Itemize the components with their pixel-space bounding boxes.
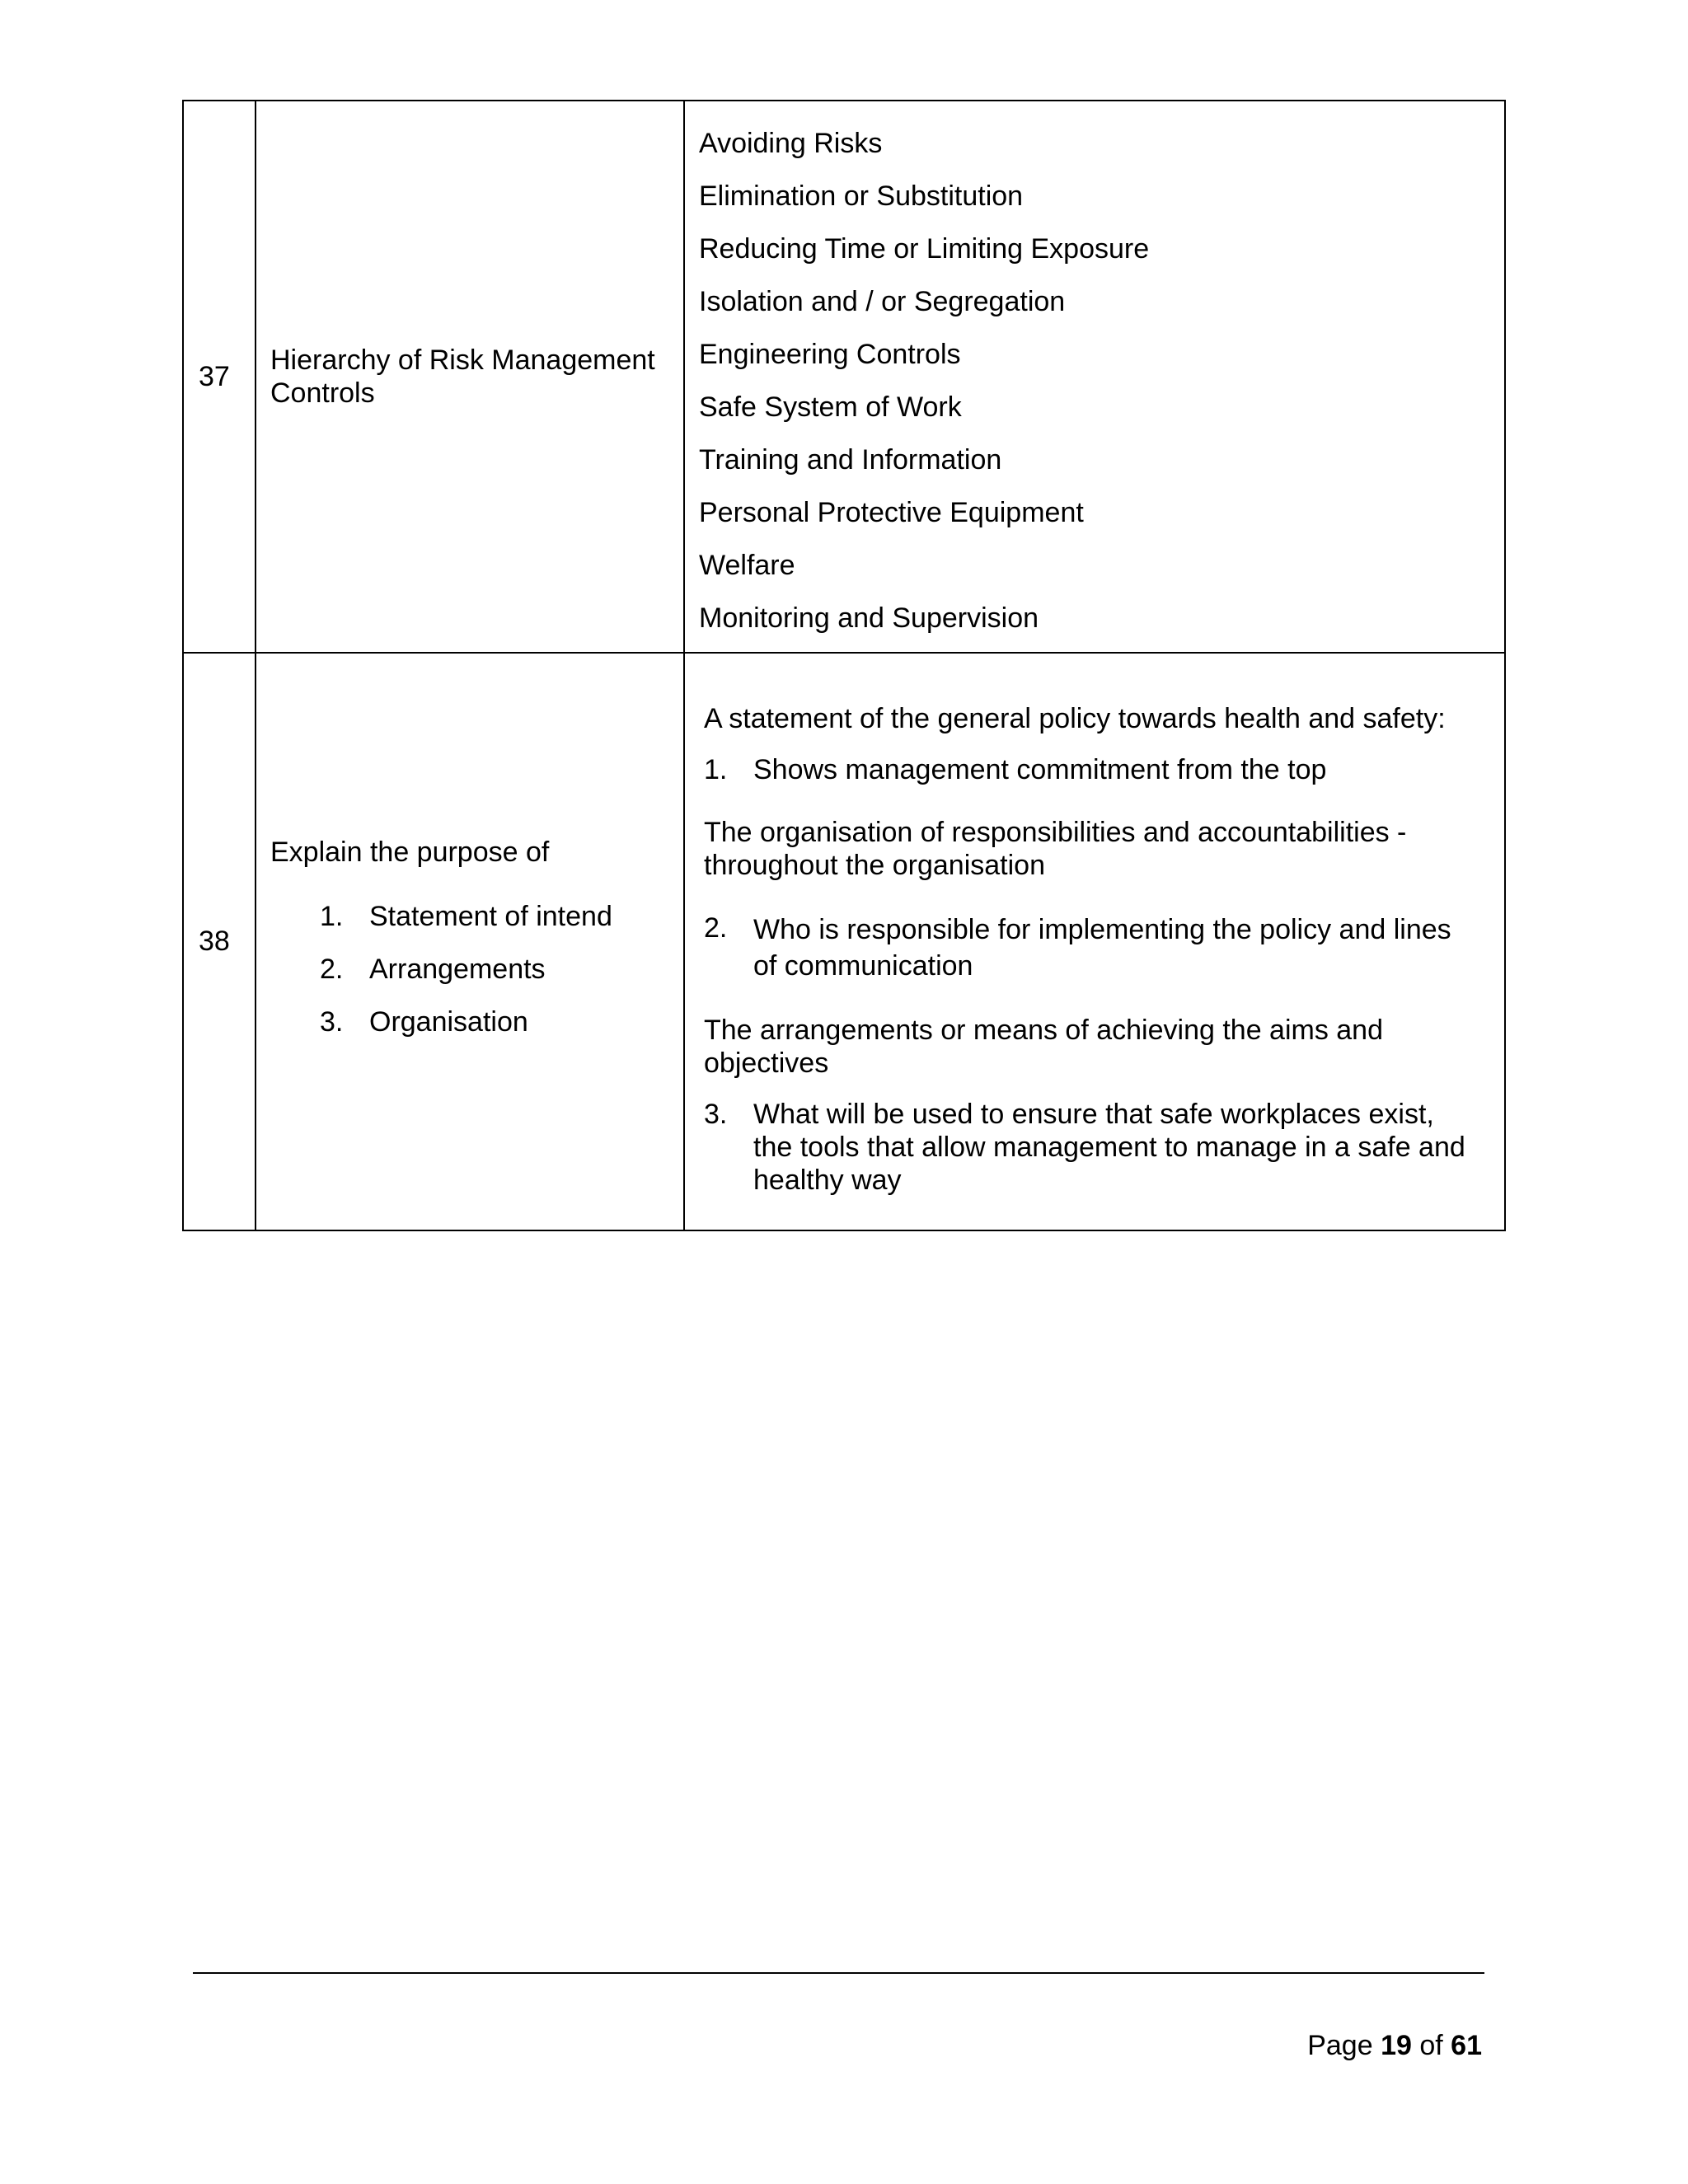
list-number: 3. bbox=[704, 1098, 728, 1130]
answer-item: Personal Protective Equipment bbox=[699, 497, 1084, 528]
list-number: 2. bbox=[320, 953, 344, 985]
page-total: 61 bbox=[1451, 2030, 1482, 2061]
answer-cell bbox=[684, 101, 1505, 653]
question-cell bbox=[256, 653, 684, 1230]
table-row bbox=[183, 653, 1505, 1230]
list-number: 2. bbox=[704, 912, 728, 944]
answer-list-item bbox=[704, 912, 1479, 984]
answer-item: Training and Information bbox=[699, 444, 1002, 476]
list-text: Organisation bbox=[369, 1005, 528, 1038]
answer-item: Avoiding Risks bbox=[699, 128, 883, 159]
row-number: 37 bbox=[183, 101, 256, 653]
answer-item: Reducing Time or Limiting Exposure bbox=[699, 233, 1150, 265]
answer-paragraph: The organisation of responsibilities and accountabilities - throughout the organisation bbox=[704, 816, 1407, 881]
list-text: Shows management commitment from the top bbox=[753, 753, 1327, 785]
question-list-item bbox=[270, 890, 683, 943]
qa-table bbox=[182, 100, 1506, 1231]
answer-cell bbox=[684, 653, 1505, 1230]
page-of-label: of bbox=[1419, 2030, 1443, 2061]
row-number: 38 bbox=[183, 653, 256, 1230]
question-cell: Hierarchy of Risk Management Controls bbox=[256, 101, 684, 653]
question-list-item bbox=[270, 996, 683, 1048]
list-text: Arrangements bbox=[369, 953, 546, 985]
list-text: What will be used to ensure that safe workplaces exist, the tools that allow management to manage in a safe and healthy way bbox=[753, 1098, 1465, 1196]
answer-item: Monitoring and Supervision bbox=[699, 602, 1039, 634]
question-list-item bbox=[270, 943, 683, 996]
answer-list-item bbox=[704, 753, 1479, 786]
page-label: Page bbox=[1307, 2030, 1373, 2061]
answer-item: Engineering Controls bbox=[699, 339, 961, 370]
table-row bbox=[183, 101, 1505, 653]
answer-item: Safe System of Work bbox=[699, 391, 962, 423]
answer-list-item bbox=[704, 1098, 1479, 1197]
answer-item: Elimination or Substitution bbox=[699, 180, 1024, 212]
answer-paragraph: A statement of the general policy towards health and safety: bbox=[704, 702, 1446, 734]
list-number: 1. bbox=[704, 753, 728, 785]
list-text: Statement of intend bbox=[369, 900, 612, 932]
page-current: 19 bbox=[1381, 2030, 1412, 2061]
list-number: 1. bbox=[320, 900, 344, 932]
answer-paragraph: The arrangements or means of achieving the aims and objectives bbox=[704, 1014, 1384, 1079]
list-number: 3. bbox=[320, 1005, 344, 1038]
answer-item: Welfare bbox=[699, 550, 795, 581]
answer-item: Isolation and / or Segregation bbox=[699, 286, 1066, 317]
page-number bbox=[1307, 2030, 1482, 2062]
question-intro: Explain the purpose of bbox=[270, 836, 550, 868]
footer-divider bbox=[193, 1972, 1484, 1974]
list-text: Who is responsible for implementing the policy and lines of communication bbox=[753, 913, 1451, 982]
